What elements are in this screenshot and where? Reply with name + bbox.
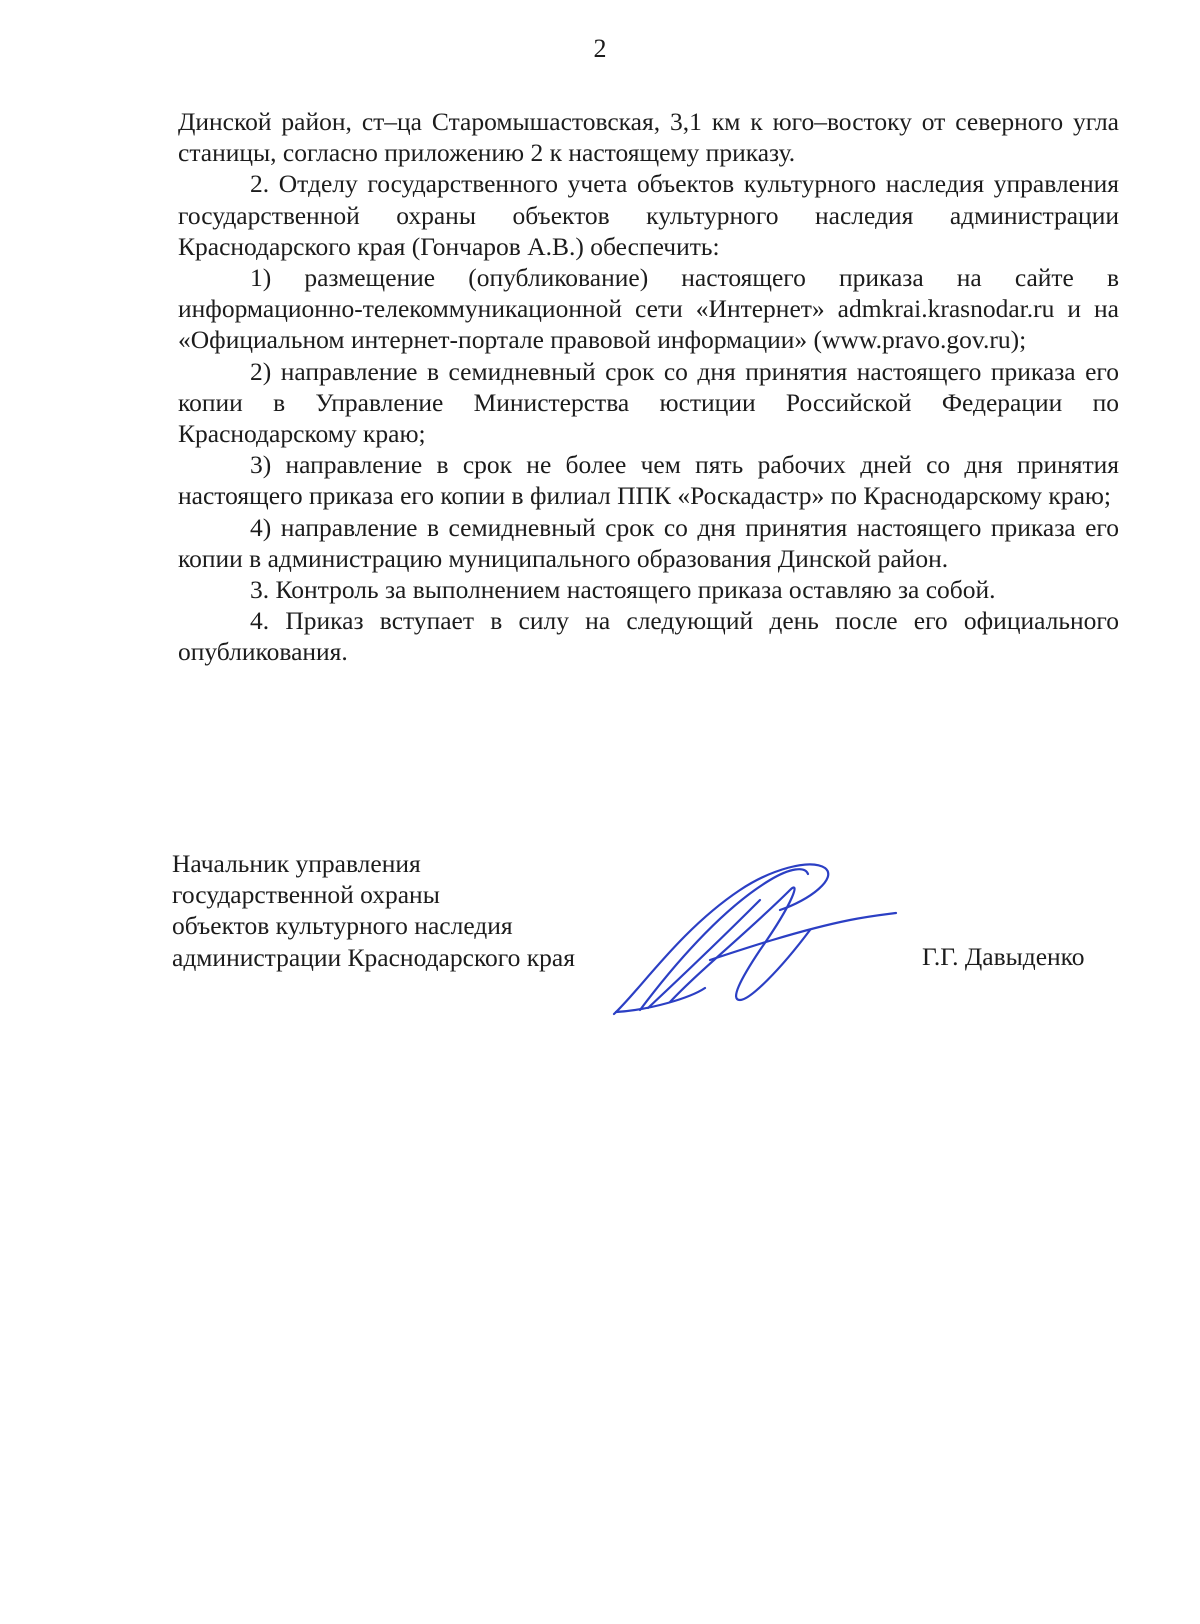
paragraph-item-4: 4. Приказ вступает в силу на следующий день после его официального опубликования.: [178, 606, 1119, 667]
paragraph-subitem-2: 2) направление в семидневный срок со дня принятия настоящего приказа его копии в Управление Министерства юстиции Российской Федерации по Краснодарскому краю;: [178, 356, 1119, 449]
paragraph-subitem-4: 4) направление в семидневный срок со дня принятия настоящего приказа его копии в администрацию муниципального образования Динской район.: [178, 512, 1119, 573]
paragraph-item-3: 3. Контроль за выполнением настоящего приказа оставляю за собой.: [250, 575, 996, 605]
paragraph-subitem-3: 3) направление в срок не более чем пять рабочих дней со дня принятия настоящего приказа его копии в филиал ППК «Роскадастр» по Краснодарскому краю;: [178, 450, 1119, 511]
position-line: Начальник управления: [172, 849, 421, 878]
paragraph-subitem-1: 1) размещение (опубликование) настоящего приказа на сайте в информационно-телекоммуникационной сети «Интернет» admkrai.krasnodar.ru и на «Официальном интернет-портале правовой информации» (www.pravo.gov.ru);: [178, 263, 1119, 355]
signatory-position: [172, 848, 575, 973]
page-number: 2: [593, 34, 607, 63]
position-line: администрации Краснодарского края: [172, 942, 575, 972]
paragraph-continuation: Динской район, ст–ца Старомышастовская, 3,1 км к юго–востоку от северного угла станицы, согласно приложению 2 к настоящему приказу.: [178, 107, 1119, 168]
signer-name: Г.Г. Давыденко: [922, 942, 1085, 971]
document-body: [178, 106, 1119, 668]
paragraph-item-2: 2. Отделу государственного учета объектов культурного наследия управления государственной охраны объектов культурного наследия администрации Краснодарского края (Гончаров А.В.) обеспечить:: [178, 169, 1119, 261]
handwritten-signature: [610, 860, 900, 1020]
position-line: объектов культурного наследия: [172, 911, 513, 941]
position-line: государственной охраны: [172, 880, 440, 910]
